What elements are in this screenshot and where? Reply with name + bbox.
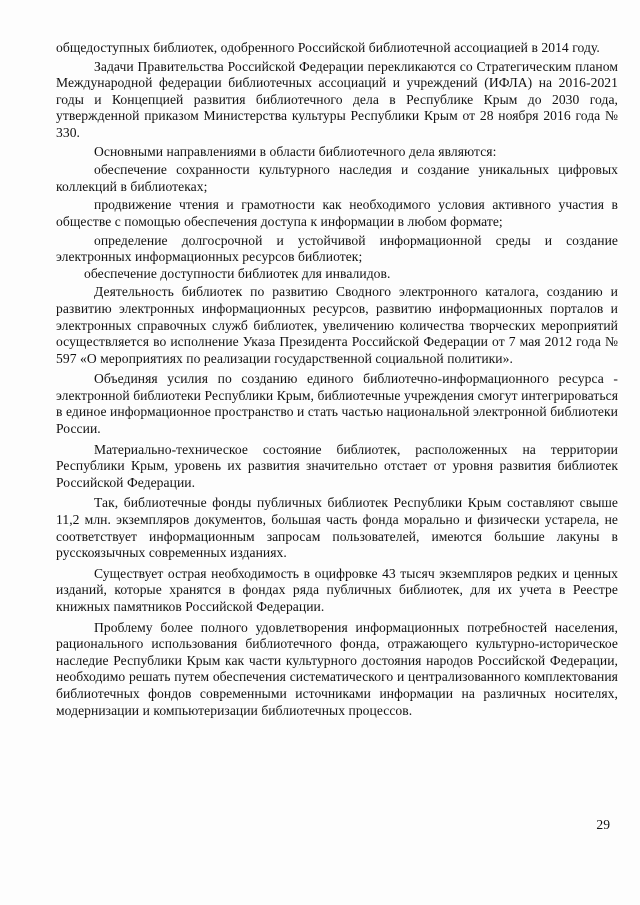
list-item-heritage-preservation: обеспечение сохранности культурного наследия и создание уникальных цифровых коллекций в библиотеках; (56, 162, 618, 194)
paragraph-main-directions: Основными направлениями в области библиотечного дела являются: (94, 143, 497, 159)
list-item-reading-promotion: продвижение чтения и грамотности как необходимого условия активного участия в обществе с помощью обеспечения доступа к информации в любом формате; (56, 197, 618, 229)
list-item-accessibility: обеспечение доступности библиотек для инвалидов. (84, 265, 391, 281)
paragraph-government-tasks: Задачи Правительства Российской Федерации перекликаются со Стратегическим планом Международной федерации библиотечных ассоциаций и учреждений (ИФЛА) на 2016-2021 годы и Концепцией развития библиотечного дела в Республике Крым до 2030 года, утвержденной приказом Министерства культуры Республики Крым от 28 ноября 2016 года № 330. (56, 58, 618, 140)
page-body (56, 40, 618, 719)
page-number: 29 (596, 817, 610, 832)
paragraph-library-funds: Так, библиотечные фонды публичных библиотек Республики Крым составляют свыше 11,2 млн. экземпляров документов, большая часть фонда морально и физически устарела, не соответствует информационным запросам пользователей, имеются большие лакуны в русскоязычных современных изданиях. (56, 495, 618, 561)
paragraph-library-activities: Деятельность библиотек по развитию Сводного электронного каталога, созданию и развитию электронных информационных ресурсов, развитию информационных порталов и электронных справочных служб библиотек, увеличению количества творческих мероприятий осуществляется во исполнение Указа Президента Российской Федерации от 7 мая 2012 года № 597 «О мероприятиях по реализации государственной социальной политики». (56, 284, 618, 366)
list-item-information-environment: определение долгосрочной и устойчивой информационной среды и создание электронных информационных ресурсов библиотек; (56, 232, 618, 265)
paragraph-technical-condition: Материально-техническое состояние библиотек, расположенных на территории Республики Крым, уровень их развития значительно отстает от уровня развития библиотек Российской Федерации. (56, 441, 618, 490)
paragraph-problem-statement: Проблему более полного удовлетворения информационных потребностей населения, рационального использования библиотечного фонда, отражающего культурно-историческое наследие Республики Крым как части культурного достояния народов Российской Федерации, необходимо решать путем обеспечения систематического и централизованного комплектования библиотечных фондов современными источниками информации на различных носителях, модернизации и компьютеризации библиотечных процессов. (56, 619, 618, 718)
paragraph-digitization: Существует острая необходимость в оцифровке 43 тысяч экземпляров редких и ценных изданий, которые хранятся в фондах ряда публичных библиотек, для их учета в Реестре книжных памятников Российской Федерации. (56, 565, 618, 614)
paragraph-continuation: общедоступных библиотек, одобренного Российской библиотечной ассоциацией в 2014 году. (56, 40, 600, 55)
paragraph-electronic-library: Объединяя усилия по созданию единого библиотечно-информационного ресурса - электронной библиотеки Республики Крым, библиотечные учреждения смогут интегрироваться в единое информационное пространство и стать частью национальной электронной библиотеки России. (56, 371, 618, 437)
